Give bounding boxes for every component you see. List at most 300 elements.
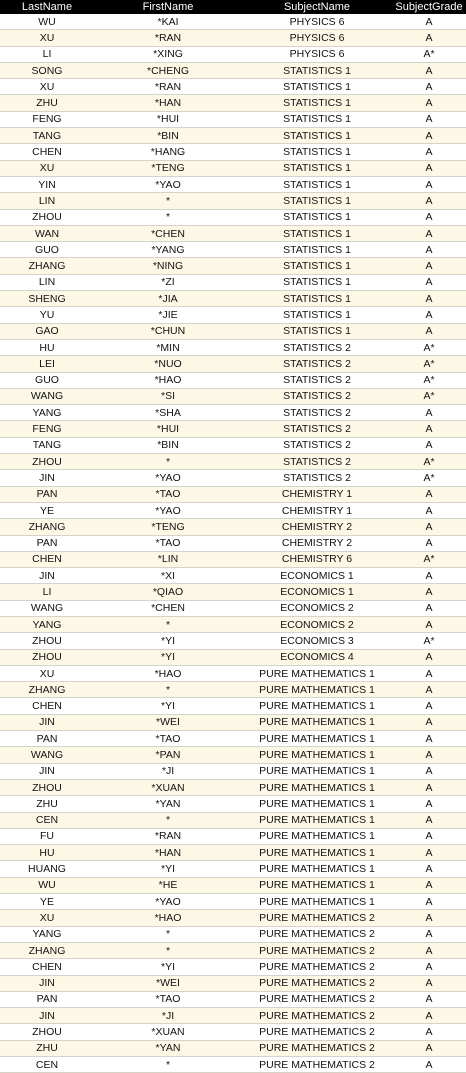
cell-subjectname: ECONOMICS 4 [242,649,392,665]
table-row[interactable] [0,225,466,241]
cell-subjectname: STATISTICS 1 [242,128,392,144]
table-row[interactable] [0,323,466,339]
cell-firstname: *KAI [94,14,242,30]
cell-lastname: WANG [0,600,94,616]
cell-subjectname: STATISTICS 1 [242,176,392,192]
cell-subjectname: PURE MATHEMATICS 2 [242,1057,392,1073]
cell-subjectgrade: A [392,79,466,95]
cell-subjectname: STATISTICS 1 [242,258,392,274]
cell-lastname: TANG [0,437,94,453]
cell-firstname: *YAN [94,796,242,812]
cell-subjectgrade: A [392,62,466,78]
cell-firstname: *SHA [94,405,242,421]
cell-firstname: *CHUN [94,323,242,339]
cell-firstname: *RAN [94,828,242,844]
cell-firstname: *JIE [94,307,242,323]
table-row[interactable] [0,193,466,209]
cell-subjectname: STATISTICS 2 [242,405,392,421]
cell-lastname: CHEN [0,698,94,714]
cell-subjectname: STATISTICS 1 [242,111,392,127]
cell-subjectgrade: A [392,975,466,991]
cell-subjectname: PURE MATHEMATICS 1 [242,894,392,910]
cell-lastname: XU [0,910,94,926]
cell-lastname: ZHU [0,95,94,111]
cell-firstname: *CHENG [94,62,242,78]
cell-firstname: *YAO [94,502,242,518]
cell-lastname: XU [0,160,94,176]
table-row[interactable] [0,502,466,518]
table-row[interactable] [0,877,466,893]
cell-subjectname: STATISTICS 1 [242,242,392,258]
table-row[interactable] [0,551,466,567]
table-row[interactable] [0,176,466,192]
table-row[interactable] [0,1024,466,1040]
table-row[interactable] [0,258,466,274]
cell-lastname: JIN [0,568,94,584]
cell-subjectname: PHYSICS 6 [242,30,392,46]
cell-subjectgrade: A* [392,356,466,372]
table-row[interactable] [0,388,466,404]
cell-subjectgrade: A [392,1024,466,1040]
cell-subjectname: PURE MATHEMATICS 1 [242,747,392,763]
cell-subjectname: PURE MATHEMATICS 1 [242,861,392,877]
table-row[interactable] [0,372,466,388]
cell-firstname: *HE [94,877,242,893]
cell-subjectname: ECONOMICS 1 [242,584,392,600]
cell-subjectgrade: A [392,160,466,176]
cell-lastname: YU [0,307,94,323]
cell-firstname: *YANG [94,242,242,258]
header-lastname[interactable]: LastName [0,0,94,14]
cell-firstname: *YI [94,698,242,714]
cell-subjectgrade: A [392,307,466,323]
cell-subjectgrade: A [392,845,466,861]
cell-subjectgrade: A [392,942,466,958]
table-row[interactable] [0,339,466,355]
cell-subjectname: PURE MATHEMATICS 2 [242,1040,392,1056]
cell-subjectgrade: A [392,1008,466,1024]
cell-lastname: HU [0,339,94,355]
table-row[interactable] [0,714,466,730]
cell-lastname: ZHANG [0,682,94,698]
cell-firstname: *XI [94,568,242,584]
cell-subjectgrade: A [392,535,466,551]
cell-subjectgrade: A [392,1057,466,1073]
cell-lastname: YANG [0,405,94,421]
cell-subjectgrade: A [392,894,466,910]
cell-subjectname: PURE MATHEMATICS 1 [242,845,392,861]
table-row[interactable] [0,128,466,144]
cell-subjectgrade: A* [392,339,466,355]
cell-subjectname: PURE MATHEMATICS 2 [242,975,392,991]
cell-firstname: *HUI [94,421,242,437]
table-row[interactable] [0,731,466,747]
cell-subjectname: PURE MATHEMATICS 1 [242,779,392,795]
cell-lastname: JIN [0,975,94,991]
cell-subjectname: STATISTICS 2 [242,454,392,470]
cell-lastname: PAN [0,486,94,502]
cell-subjectname: STATISTICS 1 [242,62,392,78]
cell-subjectgrade: A [392,731,466,747]
cell-subjectname: PURE MATHEMATICS 2 [242,991,392,1007]
table-row[interactable] [0,828,466,844]
cell-subjectgrade: A [392,502,466,518]
cell-lastname: PAN [0,731,94,747]
cell-subjectname: PURE MATHEMATICS 2 [242,942,392,958]
cell-lastname: FENG [0,421,94,437]
cell-subjectname: STATISTICS 2 [242,339,392,355]
cell-firstname: *XUAN [94,1024,242,1040]
cell-subjectname: ECONOMICS 2 [242,600,392,616]
cell-firstname: *YI [94,861,242,877]
table-row[interactable] [0,307,466,323]
cell-lastname: ZHOU [0,633,94,649]
cell-firstname: *TAO [94,486,242,502]
table-row[interactable] [0,144,466,160]
cell-subjectname: PURE MATHEMATICS 1 [242,763,392,779]
cell-lastname: PAN [0,991,94,1007]
table-row[interactable] [0,910,466,926]
cell-subjectgrade: A [392,323,466,339]
cell-lastname: CHEN [0,959,94,975]
cell-subjectgrade: A [392,95,466,111]
cell-subjectname: PURE MATHEMATICS 1 [242,796,392,812]
table-row[interactable] [0,14,466,30]
cell-subjectname: PHYSICS 6 [242,46,392,62]
cell-firstname: * [94,454,242,470]
table-row[interactable] [0,1057,466,1073]
cell-subjectgrade: A [392,877,466,893]
cell-subjectname: PURE MATHEMATICS 2 [242,910,392,926]
cell-subjectgrade: A* [392,633,466,649]
cell-subjectgrade: A [392,1040,466,1056]
table-body [0,14,466,1073]
cell-lastname: ZHANG [0,519,94,535]
cell-firstname: *YAO [94,894,242,910]
table-row[interactable] [0,812,466,828]
cell-firstname: *JIA [94,291,242,307]
table-row[interactable] [0,242,466,258]
table-row[interactable] [0,779,466,795]
cell-subjectgrade: A [392,225,466,241]
cell-subjectgrade: A* [392,551,466,567]
cell-firstname: *WEI [94,714,242,730]
header-subjectgrade[interactable]: SubjectGrade [392,0,466,14]
cell-firstname: *YI [94,649,242,665]
cell-lastname: SONG [0,62,94,78]
table-row[interactable] [0,421,466,437]
table-row[interactable] [0,845,466,861]
cell-lastname: HU [0,845,94,861]
cell-subjectname: STATISTICS 1 [242,160,392,176]
cell-subjectgrade: A [392,486,466,502]
cell-subjectgrade: A [392,30,466,46]
cell-subjectgrade: A [392,600,466,616]
cell-firstname: *YI [94,959,242,975]
cell-subjectgrade: A [392,111,466,127]
cell-subjectgrade: A [392,14,466,30]
cell-firstname: *YAO [94,176,242,192]
cell-subjectgrade: A [392,128,466,144]
table-row[interactable] [0,1040,466,1056]
cell-subjectgrade: A [392,258,466,274]
header-firstname[interactable]: FirstName [94,0,242,14]
table-row[interactable] [0,649,466,665]
cell-subjectname: STATISTICS 1 [242,274,392,290]
cell-subjectname: STATISTICS 1 [242,323,392,339]
cell-lastname: ZHOU [0,209,94,225]
cell-subjectname: PURE MATHEMATICS 1 [242,731,392,747]
cell-subjectgrade: A [392,698,466,714]
cell-subjectname: PURE MATHEMATICS 2 [242,926,392,942]
cell-subjectgrade: A* [392,372,466,388]
cell-subjectgrade: A [392,714,466,730]
cell-firstname: *CHEN [94,225,242,241]
cell-subjectgrade: A [392,209,466,225]
cell-lastname: LI [0,46,94,62]
table-row[interactable] [0,62,466,78]
table-row[interactable] [0,763,466,779]
cell-firstname: *TENG [94,519,242,535]
cell-firstname: *HANG [94,144,242,160]
cell-firstname: * [94,616,242,632]
table-row[interactable] [0,894,466,910]
cell-lastname: FU [0,828,94,844]
cell-subjectname: STATISTICS 2 [242,470,392,486]
cell-firstname: *CHEN [94,600,242,616]
cell-subjectgrade: A [392,616,466,632]
cell-lastname: YE [0,502,94,518]
cell-subjectname: STATISTICS 1 [242,291,392,307]
table-row[interactable] [0,535,466,551]
cell-lastname: LIN [0,274,94,290]
table-row[interactable] [0,160,466,176]
cell-subjectgrade: A [392,910,466,926]
cell-subjectgrade: A [392,242,466,258]
cell-subjectgrade: A [392,861,466,877]
table-row[interactable] [0,796,466,812]
cell-firstname: * [94,193,242,209]
cell-subjectname: STATISTICS 2 [242,437,392,453]
cell-firstname: *HAO [94,910,242,926]
cell-subjectname: PURE MATHEMATICS 2 [242,959,392,975]
cell-lastname: HUANG [0,861,94,877]
table-row[interactable] [0,959,466,975]
cell-subjectgrade: A [392,176,466,192]
table-row[interactable] [0,111,466,127]
cell-firstname: * [94,209,242,225]
cell-subjectgrade: A [392,519,466,535]
cell-subjectname: CHEMISTRY 2 [242,535,392,551]
cell-lastname: ZHU [0,796,94,812]
table-row[interactable] [0,991,466,1007]
table-row[interactable] [0,79,466,95]
table-row[interactable] [0,274,466,290]
table-row[interactable] [0,486,466,502]
cell-subjectgrade: A [392,959,466,975]
cell-firstname: *YAN [94,1040,242,1056]
cell-firstname: *HUI [94,111,242,127]
cell-subjectgrade: A [392,812,466,828]
table-row[interactable] [0,698,466,714]
cell-subjectgrade: A [392,926,466,942]
cell-subjectgrade: A [392,796,466,812]
cell-firstname: *RAN [94,30,242,46]
table-header [0,0,466,14]
cell-subjectgrade: A [392,405,466,421]
cell-firstname: *NING [94,258,242,274]
cell-lastname: WANG [0,747,94,763]
cell-lastname: GUO [0,242,94,258]
cell-firstname: *JI [94,1008,242,1024]
table-row[interactable] [0,633,466,649]
table-row[interactable] [0,616,466,632]
cell-subjectname: PHYSICS 6 [242,14,392,30]
cell-lastname: ZHOU [0,1024,94,1040]
cell-subjectname: STATISTICS 2 [242,356,392,372]
cell-subjectname: STATISTICS 1 [242,79,392,95]
table-row[interactable] [0,682,466,698]
cell-lastname: CHEN [0,144,94,160]
cell-subjectname: PURE MATHEMATICS 2 [242,1008,392,1024]
cell-lastname: LIN [0,193,94,209]
cell-lastname: GUO [0,372,94,388]
cell-firstname: *QIAO [94,584,242,600]
cell-firstname: * [94,1057,242,1073]
cell-lastname: XU [0,30,94,46]
cell-subjectname: STATISTICS 1 [242,95,392,111]
cell-firstname: * [94,926,242,942]
cell-firstname: *HAN [94,845,242,861]
cell-subjectname: CHEMISTRY 2 [242,519,392,535]
table-row[interactable] [0,519,466,535]
cell-lastname: CHEN [0,551,94,567]
cell-firstname: *YAO [94,470,242,486]
table-row[interactable] [0,600,466,616]
table-row[interactable] [0,454,466,470]
table-row[interactable] [0,926,466,942]
cell-subjectgrade: A* [392,470,466,486]
cell-lastname: WU [0,877,94,893]
cell-subjectname: ECONOMICS 3 [242,633,392,649]
table-row[interactable] [0,405,466,421]
cell-firstname: *BIN [94,128,242,144]
header-row [0,0,466,14]
cell-subjectgrade: A [392,584,466,600]
cell-subjectgrade: A [392,568,466,584]
cell-lastname: ZHANG [0,258,94,274]
cell-lastname: ZHOU [0,454,94,470]
cell-lastname: XU [0,665,94,681]
cell-subjectname: STATISTICS 2 [242,372,392,388]
table-row[interactable] [0,975,466,991]
cell-firstname: *PAN [94,747,242,763]
cell-subjectgrade: A [392,144,466,160]
cell-subjectgrade: A [392,437,466,453]
cell-subjectgrade: A [392,665,466,681]
table-row[interactable] [0,30,466,46]
cell-lastname: PAN [0,535,94,551]
cell-subjectgrade: A* [392,388,466,404]
table-row[interactable] [0,568,466,584]
table-row[interactable] [0,1008,466,1024]
cell-firstname: *SI [94,388,242,404]
cell-lastname: JIN [0,763,94,779]
table-row[interactable] [0,291,466,307]
cell-lastname: XU [0,79,94,95]
cell-lastname: ZHU [0,1040,94,1056]
header-subjectname[interactable]: SubjectName [242,0,392,14]
cell-lastname: CEN [0,1057,94,1073]
cell-subjectname: STATISTICS 1 [242,144,392,160]
cell-firstname: *ZI [94,274,242,290]
cell-firstname: *TAO [94,535,242,551]
cell-firstname: *WEI [94,975,242,991]
cell-lastname: JIN [0,1008,94,1024]
cell-firstname: *BIN [94,437,242,453]
cell-firstname: * [94,942,242,958]
cell-subjectgrade: A [392,779,466,795]
cell-subjectname: PURE MATHEMATICS 1 [242,714,392,730]
cell-subjectname: STATISTICS 2 [242,421,392,437]
cell-lastname: ZHOU [0,649,94,665]
cell-subjectname: CHEMISTRY 1 [242,502,392,518]
cell-subjectgrade: A [392,763,466,779]
cell-lastname: WANG [0,388,94,404]
cell-subjectname: PURE MATHEMATICS 1 [242,665,392,681]
cell-subjectgrade: A [392,682,466,698]
table-row[interactable] [0,861,466,877]
cell-lastname: SHENG [0,291,94,307]
cell-subjectgrade: A* [392,454,466,470]
cell-lastname: WAN [0,225,94,241]
cell-firstname: *LIN [94,551,242,567]
cell-subjectgrade: A [392,649,466,665]
cell-subjectgrade: A [392,421,466,437]
table-row[interactable] [0,665,466,681]
cell-subjectname: PURE MATHEMATICS 1 [242,828,392,844]
cell-subjectname: STATISTICS 1 [242,225,392,241]
table-row[interactable] [0,584,466,600]
table-row[interactable] [0,942,466,958]
cell-subjectgrade: A [392,747,466,763]
cell-firstname: *XUAN [94,779,242,795]
cell-subjectname: PURE MATHEMATICS 1 [242,698,392,714]
cell-lastname: LEI [0,356,94,372]
cell-subjectname: PURE MATHEMATICS 1 [242,812,392,828]
cell-subjectname: PURE MATHEMATICS 1 [242,682,392,698]
cell-subjectgrade: A [392,291,466,307]
cell-subjectgrade: A [392,991,466,1007]
cell-firstname: *TAO [94,991,242,1007]
table-row[interactable] [0,356,466,372]
cell-subjectname: STATISTICS 1 [242,193,392,209]
table-row[interactable] [0,437,466,453]
table-row[interactable] [0,747,466,763]
table-row[interactable] [0,95,466,111]
cell-firstname: *NUO [94,356,242,372]
cell-lastname: CEN [0,812,94,828]
cell-subjectgrade: A* [392,46,466,62]
cell-subjectname: ECONOMICS 1 [242,568,392,584]
table-row[interactable] [0,209,466,225]
cell-subjectname: CHEMISTRY 1 [242,486,392,502]
cell-subjectname: PURE MATHEMATICS 2 [242,1024,392,1040]
cell-subjectname: CHEMISTRY 6 [242,551,392,567]
table-row[interactable] [0,46,466,62]
table-row[interactable] [0,470,466,486]
cell-firstname: *HAO [94,665,242,681]
